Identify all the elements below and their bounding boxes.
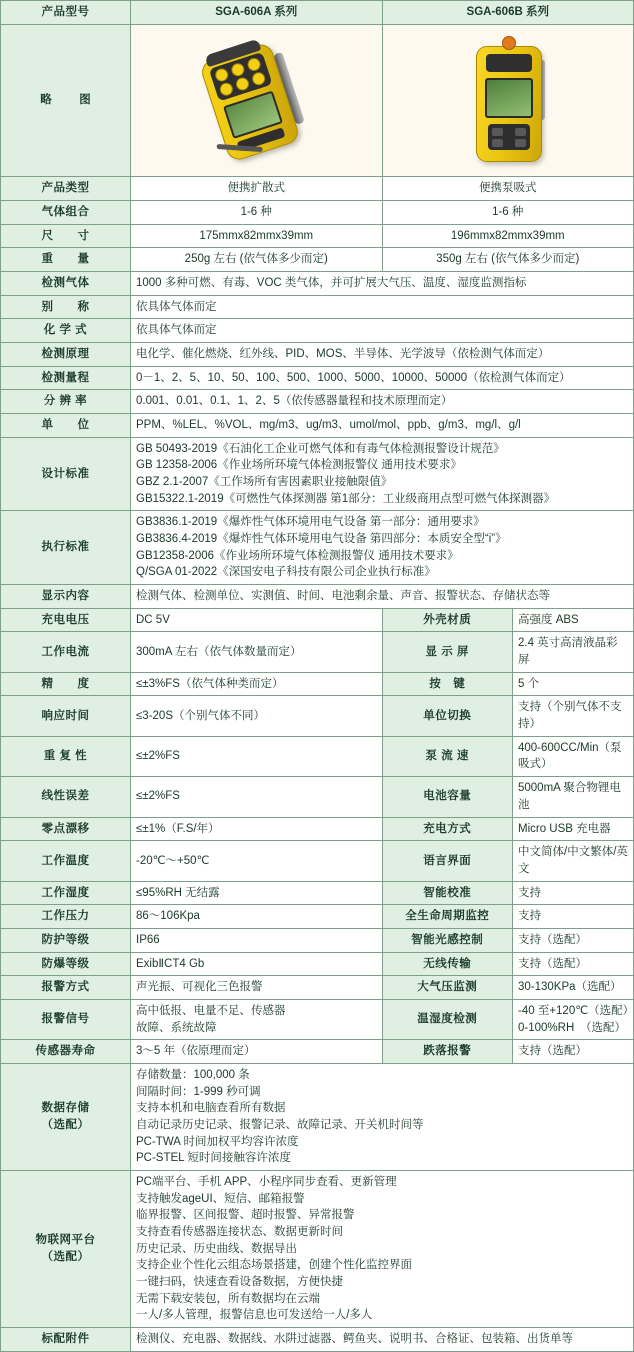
iot-platform-line: 支持查看传感器连接状态、数据更新时间 (136, 1225, 343, 1238)
row-label-model: 产品型号 (1, 1, 131, 25)
row-value-right: 支持 (513, 905, 634, 928)
table-row-design-standard (1, 437, 634, 511)
data-storage-label-line1: 数据存储 (41, 1102, 90, 1115)
display-content-value: 检测气体、检测单位、实测值、时间、电池剩余量、声音、报警状态、存储状态等 (131, 585, 634, 609)
table-row-response-time (1, 696, 634, 736)
portable-pump-detector-icon (472, 36, 548, 162)
table-row-working-humidity (1, 881, 634, 905)
table-row-range (1, 366, 634, 390)
row-label-left: 工作温度 (1, 841, 131, 881)
pair-right-cell (382, 999, 634, 1039)
table-row-diagram (1, 24, 634, 177)
temp-humidity-value (513, 1000, 634, 1039)
table-row-working-temperature (1, 841, 634, 881)
temp-humidity-line: 0-100%RH （选配） (518, 1021, 626, 1034)
row-value: 1000 多种可燃、有毒、VOC 类气体，并可扩展大气压、温度、湿度监测指标 (131, 272, 634, 296)
row-value-right: 5 个 (513, 673, 634, 696)
iot-platform-line: 支持触发ageUI、短信、邮箱报警 (136, 1192, 305, 1205)
table-row-principle (1, 343, 634, 367)
table-row-protection-grade (1, 928, 634, 952)
pair-right-cell (382, 672, 634, 696)
pair-right-cell (382, 1040, 634, 1064)
row-value-left: ≤95%RH 无结露 (131, 881, 383, 905)
data-storage-label-line2: （选配） (41, 1118, 90, 1131)
device-a-illustration (146, 28, 366, 168)
row-value-right: 支持（选配） (513, 953, 634, 976)
row-label-right: 显 示 屏 (383, 632, 513, 671)
device-a-image-cell (131, 24, 383, 177)
row-label-right: 充电方式 (383, 818, 513, 841)
device-b-image-cell (382, 24, 634, 177)
alarm-signal-line: 故障、系统故障 (136, 1021, 217, 1034)
row-value-a: 175mmx82mmx39mm (131, 224, 383, 248)
row-label-diagram: 略 图 (1, 24, 131, 177)
data-storage-line: 存储数量：100,000 条 (136, 1068, 250, 1081)
table-row-unit (1, 414, 634, 438)
table-row-alarm-mode (1, 976, 634, 1000)
row-label-right: 智能光感控制 (383, 929, 513, 952)
row-label-left: 响应时间 (1, 696, 131, 736)
row-value: 电化学、催化燃烧、红外线、PID、MOS、半导体、光学波导（依检测气体而定） (131, 343, 634, 367)
sensor-life-value: 3～5 年（依原理而定） (131, 1040, 383, 1064)
table-row-accuracy (1, 672, 634, 696)
table-row-formula (1, 319, 634, 343)
table-row-charge-voltage (1, 608, 634, 632)
row-label-right: 电池容量 (383, 777, 513, 816)
pair-right-cell (382, 817, 634, 841)
model-a-header: SGA-606A 系列 (131, 1, 383, 25)
row-value-b: 便携泵吸式 (382, 177, 634, 201)
row-label-right: 大气压监测 (383, 976, 513, 999)
row-label-drop-alarm: 跌落报警 (383, 1040, 513, 1063)
row-label: 产品类型 (1, 177, 131, 201)
row-value-right: 2.4 英寸高清液晶彩屏 (513, 632, 634, 671)
row-label-data-storage (1, 1063, 131, 1170)
table-row-dimensions (1, 224, 634, 248)
table-row-explosion-grade (1, 952, 634, 976)
pair-right-cell (382, 905, 634, 929)
row-value: 0.001、0.01、0.1、1、2、5（依传感器量程和技术原理而定） (131, 390, 634, 414)
iot-platform-line: 历史记录、历史曲线、数据导出 (136, 1242, 297, 1255)
table-row-data-storage (1, 1063, 634, 1170)
row-label-right: 语言界面 (383, 841, 513, 880)
row-label-right: 按 键 (383, 673, 513, 696)
table-row-resolution (1, 390, 634, 414)
row-label-right: 无线传输 (383, 953, 513, 976)
iot-label-line1: 物联网平台 (35, 1234, 96, 1247)
iot-platform-line: 无需下载安装包，所有数据均在云端 (136, 1292, 320, 1305)
alarm-signal-value (131, 999, 383, 1039)
row-label: 气体组合 (1, 201, 131, 225)
row-label: 分 辨 率 (1, 390, 131, 414)
pair-right-cell (382, 841, 634, 881)
table-row-working-current (1, 632, 634, 672)
table-row-repeatability (1, 736, 634, 776)
row-label-left: 防护等级 (1, 928, 131, 952)
row-value-right: 30-130KPa（选配） (513, 976, 634, 999)
design-standard-line: GB 12358-2006《作业场所环境气体检测报警仪 通用技术要求》 (136, 459, 462, 472)
row-label: 重 量 (1, 248, 131, 272)
row-label-right: 智能校准 (383, 882, 513, 905)
iot-platform-list (131, 1170, 634, 1327)
table-row-alarm-signal (1, 999, 634, 1039)
pair-right-cell (382, 632, 634, 672)
row-label-left: 工作湿度 (1, 881, 131, 905)
table-row-exec-standard (1, 511, 634, 585)
table-row-model (1, 1, 634, 25)
pair-right-cell (382, 952, 634, 976)
row-label-left: 精 度 (1, 672, 131, 696)
row-label: 检测量程 (1, 366, 131, 390)
table-row-zero-drift (1, 817, 634, 841)
row-label-right: 全生命周期监控 (383, 905, 513, 928)
pair-right-cell (382, 928, 634, 952)
data-storage-list (131, 1063, 634, 1170)
drop-alarm-value: 支持（选配） (513, 1040, 634, 1063)
row-value-right: 支持（选配） (513, 929, 634, 952)
row-value-left: ≤±3%FS（依气体种类而定） (131, 672, 383, 696)
row-value-left: ≤3-20S（个别气体不同） (131, 696, 383, 736)
pair-right-cell (382, 777, 634, 817)
iot-platform-line: 支持企业个性化云组态场景搭建，创建个性化监控界面 (136, 1259, 412, 1272)
row-value-left: ≤±2%FS (131, 736, 383, 776)
iot-label-line2: （选配） (41, 1250, 90, 1263)
table-row-working-pressure (1, 905, 634, 929)
row-label: 别 称 (1, 295, 131, 319)
row-value-a: 250g 左右 (依气体多少而定) (131, 248, 383, 272)
row-label-right: 单位切换 (383, 696, 513, 735)
row-label-exec-standard: 执行标准 (1, 511, 131, 585)
data-storage-line: 间隔时间：1-999 秒可调 (136, 1085, 261, 1098)
row-value-right: 5000mA 聚合物锂电池 (513, 777, 634, 816)
row-value-left: 300mA 左右（依气体数量而定） (131, 632, 383, 672)
data-storage-line: 自动记录历史记录、报警记录、故障记录、开关机时间等 (136, 1118, 424, 1131)
row-label-alarm-signal: 报警信号 (1, 999, 131, 1039)
row-label: 检测原理 (1, 343, 131, 367)
device-b-illustration (398, 28, 618, 168)
design-standard-line: GBZ 2.1-2007《工作场所有害因素职业接触限值》 (136, 476, 393, 489)
table-row-sensor-life (1, 1040, 634, 1064)
row-value-a: 1-6 种 (131, 201, 383, 225)
portable-diffusion-detector-icon (184, 26, 329, 168)
row-label-left: 防爆等级 (1, 952, 131, 976)
exec-standard-line: Q/SGA 01-2022《深国安电子科技有限公司企业执行标准》 (136, 566, 436, 579)
pair-right-cell (382, 881, 634, 905)
row-label: 检测气体 (1, 272, 131, 296)
row-value-right: 400-600CC/Min（泵吸式） (513, 737, 634, 776)
row-value: PPM、%LEL、%VOL、mg/m3、ug/m3、umol/mol、ppb、g/m3、mg/l、g/l (131, 414, 634, 438)
row-value-right: 支持（个别气体不支持） (513, 696, 634, 735)
pair-right-cell (382, 696, 634, 736)
row-value-right: 中文简体/中文繁体/英文 (513, 841, 634, 880)
row-value-right: Micro USB 充电器 (513, 818, 634, 841)
row-label-design-standard: 设计标准 (1, 437, 131, 511)
row-label-accessories: 标配附件 (1, 1327, 131, 1351)
row-value-left: -20℃～+50℃ (131, 841, 383, 881)
table-row-display-content (1, 585, 634, 609)
design-standard-line: GB 50493-2019《石油化工企业可燃气体和有毒气体检测报警设计规范》 (136, 442, 505, 455)
row-label-left: 工作压力 (1, 905, 131, 929)
row-value-left: ≤±2%FS (131, 777, 383, 817)
iot-platform-line: 临界报警、区间报警、超时报警、异常报警 (136, 1209, 355, 1222)
table-row-gas-combination (1, 201, 634, 225)
pair-right-cell (382, 736, 634, 776)
row-value-right: 支持 (513, 882, 634, 905)
temp-humidity-line: -40 至+120℃（选配） (518, 1004, 634, 1017)
row-value: 0－1、2、5、10、50、100、500、1000、5000、10000、50000（依检测气体而定） (131, 366, 634, 390)
table-row-detected-gas (1, 272, 634, 296)
table-row-alias (1, 295, 634, 319)
accessories-value: 检测仪、充电器、数据线、水阱过滤器、鳄鱼夹、说明书、合格证、包装箱、出货单等 (131, 1327, 634, 1351)
row-value-left: 声光振、可视化三色报警 (131, 976, 383, 1000)
row-label-sensor-life: 传感器寿命 (1, 1040, 131, 1064)
row-value-left: IP66 (131, 928, 383, 952)
table-row-iot-platform (1, 1170, 634, 1327)
row-value-b: 196mmx82mmx39mm (382, 224, 634, 248)
row-value: 依具体气体而定 (131, 295, 634, 319)
iot-platform-line: 一人/多人管理，报警信息也可发送给一人/多人 (136, 1309, 373, 1322)
data-storage-line: PC-STEL 短时间接触容许浓度 (136, 1152, 291, 1165)
row-label: 尺 寸 (1, 224, 131, 248)
pair-right-cell (382, 976, 634, 1000)
alarm-signal-line: 高中低报、电量不足、传感器 (136, 1004, 286, 1017)
row-value-left: 86～106Kpa (131, 905, 383, 929)
row-value: 依具体气体而定 (131, 319, 634, 343)
row-label-left: 重 复 性 (1, 736, 131, 776)
row-value-right: 高强度 ABS (513, 609, 634, 632)
row-label-left: 工作电流 (1, 632, 131, 672)
design-standard-list (131, 437, 634, 511)
row-label-left: 零点漂移 (1, 817, 131, 841)
row-value-left: DC 5V (131, 608, 383, 632)
row-label-left: 报警方式 (1, 976, 131, 1000)
pair-right-cell (382, 608, 634, 632)
row-label-iot-platform (1, 1170, 131, 1327)
row-label-right: 外壳材质 (383, 609, 513, 632)
exec-standard-line: GB12358-2006《作业场所环境气体检测报警仪 通用技术要求》 (136, 549, 459, 562)
iot-platform-line: PC端平台、手机 APP、小程序同步查看、更新管理 (136, 1175, 397, 1188)
row-label: 单 位 (1, 414, 131, 438)
exec-standard-list (131, 511, 634, 585)
exec-standard-line: GB3836.1-2019《爆炸性气体环境用电气设备 第一部分：通用要求》 (136, 516, 485, 529)
data-storage-line: PC-TWA 时间加权平均容许浓度 (136, 1135, 299, 1148)
table-row-weight (1, 248, 634, 272)
exec-standard-line: GB3836.4-2019《爆炸性气体环境用电气设备 第四部分：本质安全型“i”》 (136, 533, 507, 546)
row-label-left: 线性误差 (1, 777, 131, 817)
design-standard-line: GB15322.1-2019《可燃性气体探测器 第1部分：工业级商用点型可燃气体探测器》 (136, 492, 556, 505)
table-row-product-type (1, 177, 634, 201)
data-storage-line: 支持本机和电脑查看所有数据 (136, 1102, 286, 1115)
row-value-b: 350g 左右 (依气体多少而定) (382, 248, 634, 272)
iot-platform-line: 一键扫码，快速查看设备数据，方便快捷 (136, 1275, 343, 1288)
row-value-b: 1-6 种 (382, 201, 634, 225)
table-row-linearity-error (1, 777, 634, 817)
table-row-accessories (1, 1327, 634, 1351)
row-value-left: ExibⅡCT4 Gb (131, 952, 383, 976)
row-value-left: ≤±1%（F.S/年） (131, 817, 383, 841)
row-label: 化 学 式 (1, 319, 131, 343)
model-b-header: SGA-606B 系列 (382, 1, 634, 25)
row-label-left: 充电电压 (1, 608, 131, 632)
row-label-temp-humidity: 温湿度检测 (383, 1000, 513, 1039)
row-label-right: 泵 流 速 (383, 737, 513, 776)
row-label-display-content: 显示内容 (1, 585, 131, 609)
row-value-a: 便携扩散式 (131, 177, 383, 201)
